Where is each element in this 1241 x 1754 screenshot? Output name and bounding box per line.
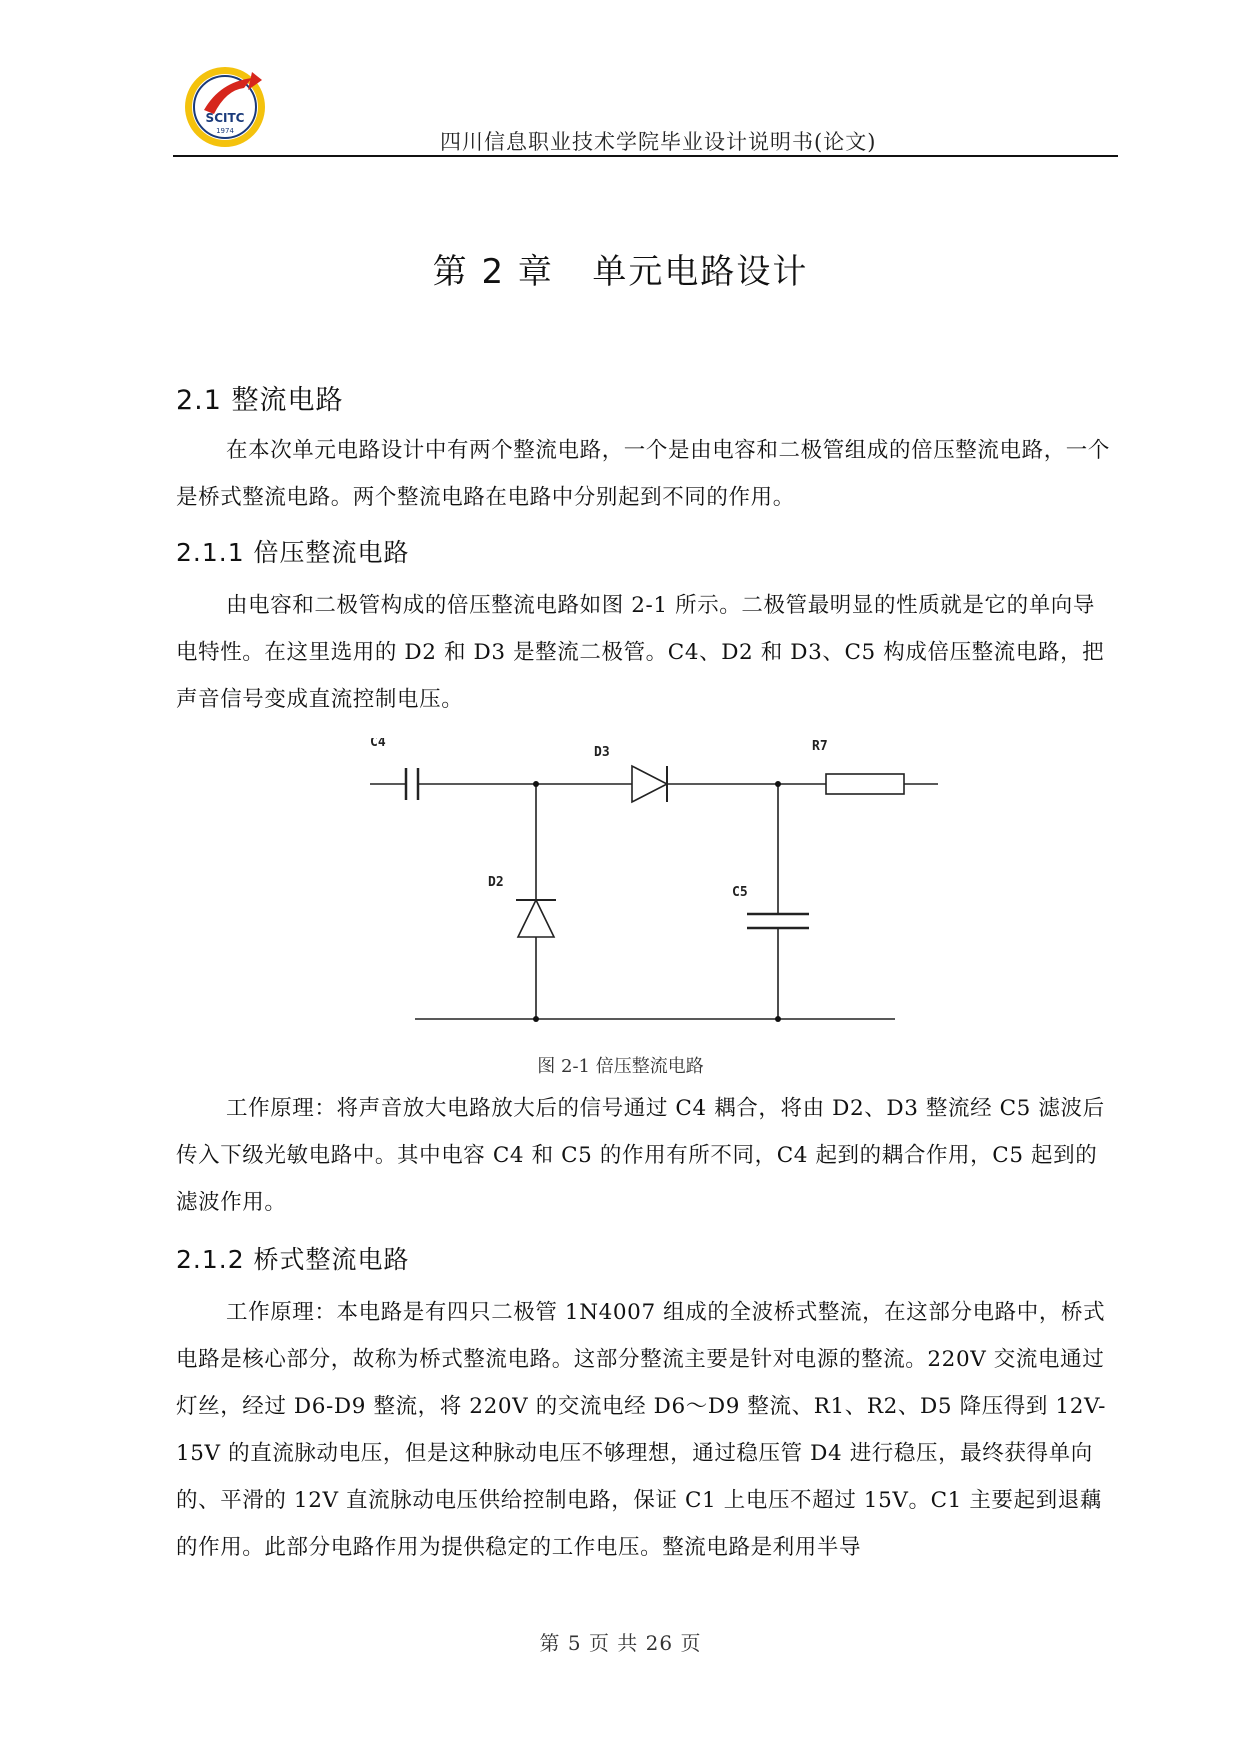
junction-node (533, 1016, 539, 1022)
junction-node (533, 781, 539, 787)
working-principle-paragraph (176, 1085, 1116, 1226)
label-c4: C4 (370, 738, 386, 750)
paragraph-text: 工作原理：将声音放大电路放大后的信号通过 C4 耦合，将由 D2、D3 整流经 C5 滤波后传入下级光敏电路中。其中电容 C4 和 C5 的作用有所不同，C4 起到的耦合作用，C5 起到的滤波作用。 (176, 1096, 1105, 1215)
label-d3: D3 (594, 745, 610, 760)
logo-text: SCITC (205, 111, 245, 125)
junction-node (775, 781, 781, 787)
label-d2: D2 (488, 875, 504, 890)
paragraph-text: 工作原理：本电路是有四只二极管 1N4007 组成的全波桥式整流，在这部分电路中，桥式电路是核心部分，故称为桥式整流电路。这部分整流主要是针对电源的整流。220V 交流电通过灯丝，经过 D6-D9 整流，将 220V 的交流电经 D6～D9 整流、R1、R2、D5 降压得到 12V-15V 的直流脉动电压，但是这种脉动电压不够理想，通过稳压管 D4 进行稳压，最终获得单向的、平滑的 12V 直流脉动电压供给控制电路，保证 C1 上电压不超过 15V。C1 主要起到退藕的作用。此部分电路作用为提供稳定的工作电压。整流电路是利用半导 (176, 1300, 1106, 1560)
header-title: 四川信息职业技术学院毕业设计说明书(论文) (440, 130, 877, 154)
section-heading-2-1: 2.1 整流电路 (176, 385, 344, 416)
section-heading-2-1-1: 2.1.1 倍压整流电路 (176, 538, 410, 567)
voltage-doubler-circuit-diagram (370, 738, 940, 1028)
paragraph-text: 由电容和二极管构成的倍压整流电路如图 2-1 所示。二极管最明显的性质就是它的单向导电特性。在这里选用的 D2 和 D3 是整流二极管。C4、D2 和 D3、C5 构成倍压整流电路，把声音信号变成直流控制电压。 (176, 593, 1105, 712)
chapter-title: 第 2 章 单元电路设计 (432, 252, 809, 292)
college-logo (180, 62, 270, 152)
logo-year: 1974 (216, 127, 234, 135)
section-2-1-1-paragraph (176, 582, 1116, 723)
label-c5: C5 (732, 885, 748, 900)
junction-node (775, 1016, 781, 1022)
section-heading-2-1-2: 2.1.2 桥式整流电路 (176, 1245, 410, 1274)
paragraph-text: 在本次单元电路设计中有两个整流电路，一个是由电容和二极管组成的倍压整流电路，一个是桥式整流电路。两个整流电路在电路中分别起到不同的作用。 (176, 438, 1111, 510)
figure-caption: 图 2-1 倍压整流电路 (537, 1056, 704, 1077)
section-2-1-2-paragraph (176, 1289, 1116, 1571)
page-number: 第 5 页 共 26 页 (539, 1631, 702, 1655)
section-2-1-paragraph (176, 427, 1116, 521)
label-r7: R7 (812, 739, 828, 754)
header-divider (173, 155, 1118, 157)
